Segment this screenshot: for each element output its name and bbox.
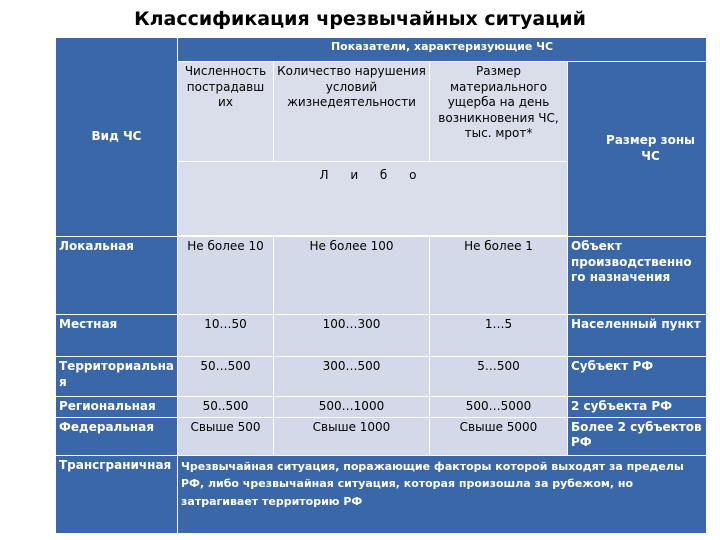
row-zone: 2 субъекта РФ <box>568 397 707 418</box>
row-victims: 50..500 <box>178 397 274 418</box>
page-title: Классификация чрезвычайных ситуаций <box>134 8 586 30</box>
row-damage: 5…500 <box>430 357 568 397</box>
header-or: Л и б о <box>178 162 568 236</box>
header-vid: Вид ЧС <box>56 38 178 237</box>
row-disruption: Не более 100 <box>274 237 430 315</box>
header-damage: Размер материального ущерба на день возникновения ЧС, тыс. мрот* <box>430 62 568 162</box>
header-indicators: Показатели, характеризующие ЧС <box>178 38 707 62</box>
header-disruption: Количество нарушения условий жизнедеятельности <box>274 62 430 162</box>
row-victims: 50…500 <box>178 357 274 397</box>
emergency-classification-table <box>55 37 707 534</box>
header-zone: Размер зоны ЧС <box>568 62 707 237</box>
row-name: Федеральная <box>56 417 178 455</box>
row-name: Региональная <box>56 397 178 418</box>
row-zone: Населенный пункт <box>568 315 707 357</box>
row-victims: Не более 10 <box>178 237 274 315</box>
row-victims: 10…50 <box>178 315 274 357</box>
table-row <box>56 237 707 315</box>
header-victims: Численность пострадавш их <box>178 62 274 162</box>
row-damage: 500…5000 <box>430 397 568 418</box>
row-name: Территориальна я <box>56 357 178 397</box>
row-name: Локальная <box>56 237 178 315</box>
row-damage: 1…5 <box>430 315 568 357</box>
row-victims: Свыше 500 <box>178 417 274 455</box>
table-row <box>56 315 707 357</box>
table-row <box>56 417 707 455</box>
row-disruption: Свыше 1000 <box>274 417 430 455</box>
row-zone: Более 2 субъектов РФ <box>568 417 707 455</box>
row-damage: Не более 1 <box>430 237 568 315</box>
table-row <box>56 397 707 418</box>
table-row <box>56 357 707 397</box>
row-zone: Объект производственно го назначения <box>568 237 707 315</box>
table-row <box>56 455 707 533</box>
row-name: Местная <box>56 315 178 357</box>
row-zone: Субъект РФ <box>568 357 707 397</box>
row-damage: Свыше 5000 <box>430 417 568 455</box>
row-disruption: 500…1000 <box>274 397 430 418</box>
transborder-description: Чрезвычайная ситуация, поражающие факторы которой выходят за пределы РФ, либо чрезвычайная ситуация, которая произошла за рубежом, но затрагивает территорию РФ <box>178 455 707 533</box>
row-name: Трансграничная <box>56 455 178 533</box>
row-disruption: 300…500 <box>274 357 430 397</box>
row-disruption: 100…300 <box>274 315 430 357</box>
